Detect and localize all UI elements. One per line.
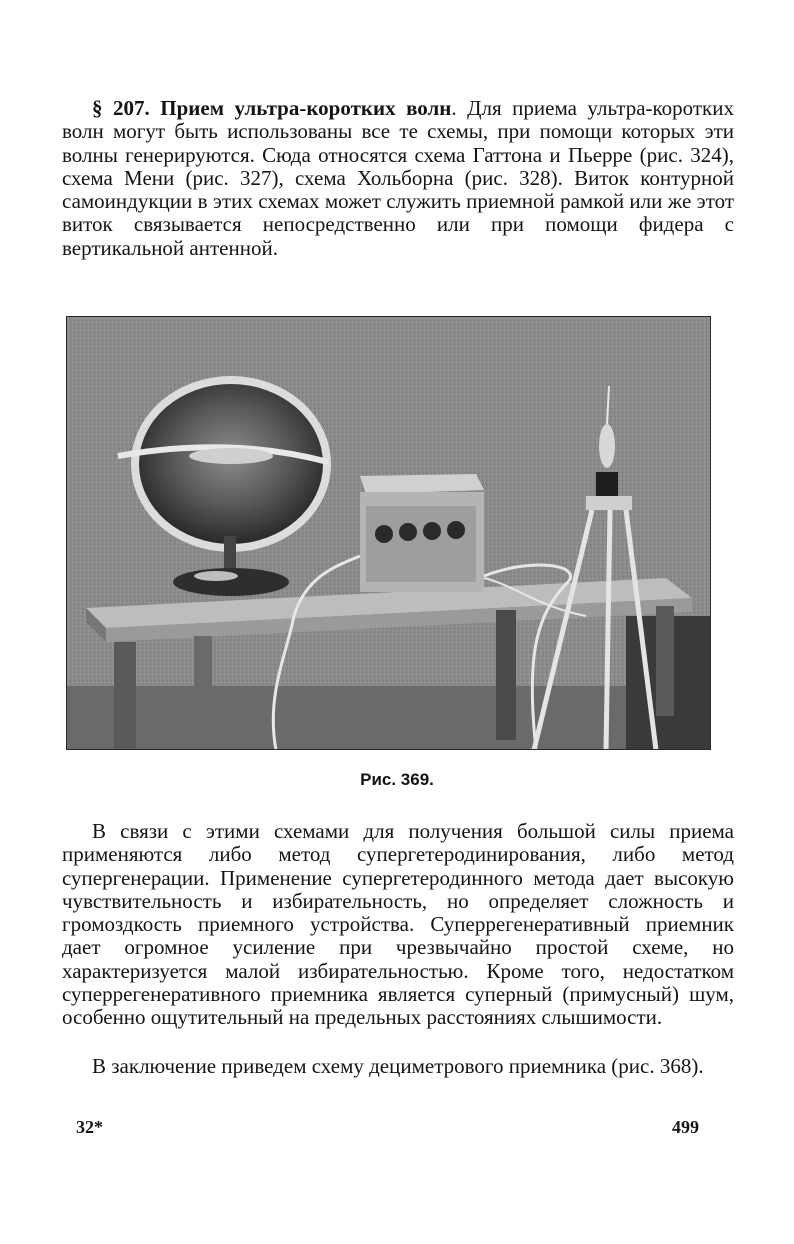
floor [66,686,711,750]
tripod-head [586,496,632,510]
body-paragraph: В связи с этими схемами для получения большой силы приема применяются либо метод супергетеродинирования, либо метод супергенерации. Применение супергетеродинного метода дает высокую чувствительность и избирательность, но определяет сложность и громоздкость приемного устройства. Суперрегенеративный приемник дает огромное усиление при чрезвычайно простой схеме, но характеризуется малой избирательностью. Кроме того, недостатком суперрегенеративного приемника является суперный (примусный) шум, особенно ощутительный на предельных расстояниях слышимости. [62,819,734,1030]
photo-figure [66,316,711,750]
signature-mark: 32* [76,1117,103,1137]
table-leg [496,610,516,740]
table-leg [656,606,674,716]
receiver-knob [423,522,441,540]
dish-stem [224,536,236,572]
receiver-panel [366,506,476,582]
table-leg [194,636,212,726]
dish-base [173,568,289,596]
receiver-knob [447,521,465,539]
figure-caption: Рис. 369. [360,770,434,789]
table-leg [114,642,136,750]
dish-base-highlight [194,571,238,581]
antenna-mount [596,472,618,496]
body-paragraph: В заключение приведем схему дециметрового приемника (рис. 368). [92,1054,704,1078]
section-heading: § 207. Прием ультра-коротких волн [92,96,452,120]
dish-dipole [189,448,273,464]
section-text: . Для приема ультра-коротких волн могут быть использованы все те схемы, при помощи которых эти волны генерируются. Сюда относятся схема Гаттона и Пьерре (рис. 324), схема Мени (рис. 327), схема Хольборна (рис. 328). Виток контурной самоиндукции в этих схемах может служить приемной рамкой или же этот виток связывается непосредственно или при помощи фидера с вертикальной антенной. [62,96,734,260]
page-number: 499 [672,1117,699,1137]
receiver-knob [375,525,393,543]
antenna-tube [599,424,615,468]
receiver-knob [399,523,417,541]
section-paragraph [62,97,734,260]
